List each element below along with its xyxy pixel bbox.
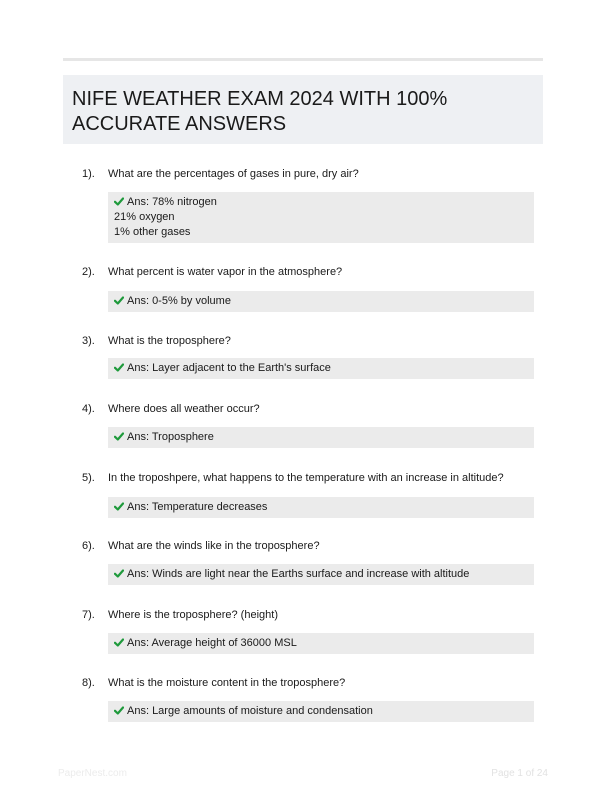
question-number: 3). — [82, 335, 95, 347]
answer-line — [114, 567, 528, 582]
answer-box — [108, 701, 534, 722]
answer-box — [108, 633, 534, 654]
answer-box — [108, 427, 534, 448]
answer-text: 1% other gases — [114, 226, 191, 238]
question-number: 8). — [82, 677, 95, 689]
answer-text: Ans: Large amounts of moisture and condensation — [127, 705, 373, 717]
answer-text: 21% oxygen — [114, 211, 175, 223]
footer-watermark: PaperNest.com — [58, 768, 127, 779]
top-divider — [63, 58, 543, 61]
question-text: What are the percentages of gases in pure, dry air? — [108, 168, 359, 180]
answer-box — [108, 358, 534, 379]
answer-text: Ans: Troposphere — [127, 431, 214, 443]
question-number: 4). — [82, 403, 95, 415]
answer-text: Ans: Temperature decreases — [127, 501, 268, 513]
question-text: What percent is water vapor in the atmosphere? — [108, 266, 343, 278]
answer-line — [114, 225, 528, 240]
answer-line — [114, 294, 528, 309]
answer-text: Ans: Layer adjacent to the Earth's surface — [127, 362, 331, 374]
check-icon — [114, 363, 124, 372]
question-text: Where does all weather occur? — [108, 403, 260, 415]
question-text: What is the troposphere? — [108, 335, 231, 347]
answer-box — [108, 192, 534, 243]
check-icon — [114, 432, 124, 441]
question-text: Where is the troposphere? (height) — [108, 609, 278, 621]
answer-line — [114, 430, 528, 445]
question-number: 1). — [82, 168, 95, 180]
question-text: What are the winds like in the troposphere? — [108, 540, 320, 552]
check-icon — [114, 569, 124, 578]
answer-text: Ans: 0-5% by volume — [127, 295, 231, 307]
answer-box — [108, 497, 534, 518]
document-title: NIFE WEATHER EXAM 2024 WITH 100% ACCURATE ANSWERS — [72, 88, 448, 135]
check-icon — [114, 296, 124, 305]
page-number: Page 1 of 24 — [491, 768, 548, 779]
answer-box — [108, 564, 534, 585]
check-icon — [114, 706, 124, 715]
title-banner — [63, 75, 543, 144]
question-text: What is the moisture content in the troposphere? — [108, 677, 346, 689]
question-number: 5). — [82, 472, 95, 484]
question-number: 6). — [82, 540, 95, 552]
answer-line — [114, 361, 528, 376]
answer-line — [114, 500, 528, 515]
answer-text: Ans: Average height of 36000 MSL — [127, 637, 297, 649]
answer-text: Ans: Winds are light near the Earths surface and increase with altitude — [127, 568, 470, 580]
question-text: In the troposhpere, what happens to the temperature with an increase in altitude? — [108, 472, 504, 484]
check-icon — [114, 502, 124, 511]
check-icon — [114, 197, 124, 206]
question-number: 7). — [82, 609, 95, 621]
answer-box — [108, 291, 534, 312]
answer-text: Ans: 78% nitrogen — [127, 196, 217, 208]
question-number: 2). — [82, 266, 95, 278]
answer-line — [114, 210, 528, 225]
answer-line — [114, 704, 528, 719]
check-icon — [114, 638, 124, 647]
answer-line — [114, 195, 528, 210]
answer-line — [114, 636, 528, 651]
